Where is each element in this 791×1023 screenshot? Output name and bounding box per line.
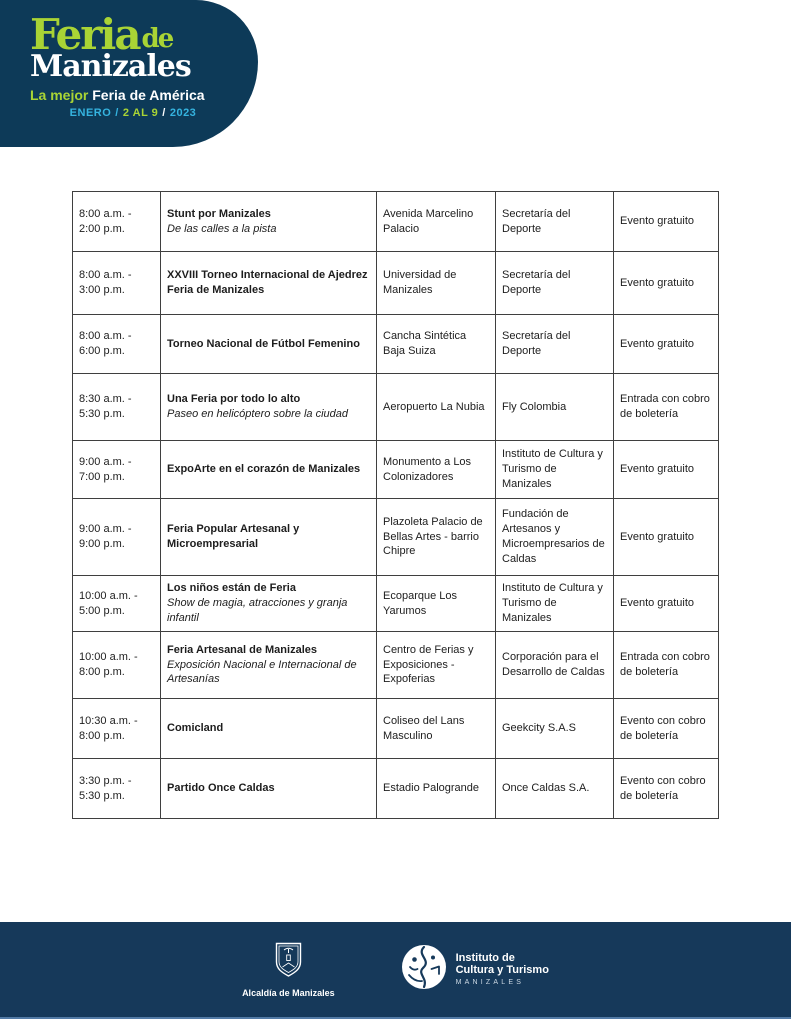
- event-ticket-cell: Evento gratuito: [614, 441, 719, 499]
- event-venue-cell: Aeropuerto La Nubia: [377, 374, 496, 441]
- event-ticket-cell: Evento gratuito: [614, 576, 719, 632]
- event-time-cell: 8:00 a.m. - 6:00 p.m.: [73, 315, 161, 374]
- event-name-cell: [161, 499, 377, 576]
- event-ticket-cell: Evento gratuito: [614, 499, 719, 576]
- logo-dateline: [30, 107, 236, 119]
- logo-date-slash1: /: [115, 107, 119, 119]
- event-title: Los niños están de Feria: [167, 582, 296, 595]
- alcaldia-shield-icon: [275, 942, 302, 983]
- event-name-cell: [161, 252, 377, 315]
- logo-date-year: 2023: [169, 107, 197, 119]
- table-row: [73, 576, 719, 632]
- event-ticket-cell: Entrada con cobro de boletería: [614, 374, 719, 441]
- event-venue-cell: Monumento a Los Colonizadores: [377, 441, 496, 499]
- event-organizer-cell: Geekcity S.A.S: [496, 699, 614, 759]
- feria-manizales-logo: [0, 0, 258, 147]
- event-title: Partido Once Caldas: [167, 782, 275, 795]
- instituto-text-block: [456, 952, 549, 987]
- event-organizer-cell: Fundación de Artesanos y Microempresarios de Caldas: [496, 499, 614, 576]
- logo-date-slash2: /: [162, 107, 166, 119]
- event-organizer-cell: Once Caldas S.A.: [496, 759, 614, 819]
- event-organizer-cell: Instituto de Cultura y Turismo de Manizales: [496, 576, 614, 632]
- logo-date-days: 2 AL 9: [122, 107, 159, 119]
- event-organizer-cell: Secretaría del Deporte: [496, 192, 614, 252]
- event-venue-cell: Centro de Ferias y Exposiciones - Expoferias: [377, 632, 496, 699]
- table-row: [73, 759, 719, 819]
- event-venue-cell: Coliseo del Lans Masculino: [377, 699, 496, 759]
- event-time-cell: 8:00 a.m. - 3:00 p.m.: [73, 252, 161, 315]
- event-title: Torneo Nacional de Fútbol Femenino: [167, 337, 360, 350]
- event-subtitle: Show de magia, atracciones y granja infantil: [167, 597, 348, 624]
- event-organizer-cell: Secretaría del Deporte: [496, 252, 614, 315]
- event-title: Una Feria por todo lo alto: [167, 393, 301, 406]
- event-time-cell: 3:30 p.m. - 5:30 p.m.: [73, 759, 161, 819]
- instituto-line2: Cultura y Turismo: [455, 964, 549, 977]
- event-subtitle: De las calles a la pista: [167, 222, 277, 235]
- table-row: [73, 374, 719, 441]
- event-venue-cell: Plazoleta Palacio de Bellas Artes - barrio Chipre: [377, 499, 496, 576]
- table-row: [73, 315, 719, 374]
- event-ticket-cell: Evento gratuito: [614, 252, 719, 315]
- event-venue-cell: Avenida Marcelino Palacio: [377, 192, 496, 252]
- logo-date-month: ENERO: [69, 107, 112, 119]
- logo-tagline: [30, 87, 236, 103]
- event-title: Comicland: [167, 722, 224, 735]
- instituto-line3: MANIZALES: [455, 979, 525, 987]
- logo-word-feria: Feria: [30, 10, 140, 59]
- events-table: [72, 191, 719, 819]
- event-organizer-cell: Secretaría del Deporte: [496, 315, 614, 374]
- event-subtitle: Paseo en helicóptero sobre la ciudad: [167, 408, 349, 420]
- event-time-cell: 9:00 a.m. - 9:00 p.m.: [73, 499, 161, 576]
- table-row: [73, 192, 719, 252]
- event-venue-cell: Cancha Sintética Baja Suiza: [377, 315, 496, 374]
- event-time-cell: 10:00 a.m. - 5:00 p.m.: [73, 576, 161, 632]
- event-subtitle: Exposición Nacional e Internacional de Artesanías: [167, 658, 357, 686]
- logo-text-block: [30, 10, 236, 119]
- event-title: XXVIII Torneo Internacional de Ajedrez Feria de Manizales: [167, 269, 368, 296]
- event-title: ExpoArte en el corazón de Manizales: [167, 463, 361, 476]
- table-row: [73, 499, 719, 576]
- event-time-cell: 8:30 a.m. - 5:30 p.m.: [73, 374, 161, 441]
- event-time-cell: 10:30 a.m. - 8:00 p.m.: [73, 699, 161, 759]
- event-time-cell: 9:00 a.m. - 7:00 p.m.: [73, 441, 161, 499]
- event-name-cell: [161, 699, 377, 759]
- event-title: Feria Artesanal de Manizales: [167, 643, 317, 656]
- event-organizer-cell: Fly Colombia: [496, 374, 614, 441]
- event-venue-cell: Universidad de Manizales: [377, 252, 496, 315]
- event-organizer-cell: Corporación para el Desarrollo de Caldas: [496, 632, 614, 699]
- instituto-line1: Instituto de: [455, 951, 515, 964]
- table-row: [73, 441, 719, 499]
- event-name-cell: [161, 374, 377, 441]
- logo-word-de: de: [141, 24, 173, 54]
- footer: [0, 922, 791, 1017]
- logo-tagline-rest: Feria de América: [88, 87, 205, 103]
- event-name-cell: [161, 576, 377, 632]
- table-row: [73, 699, 719, 759]
- logo-tagline-accent: La mejor: [30, 87, 89, 103]
- event-ticket-cell: Evento con cobro de boletería: [614, 699, 719, 759]
- event-venue-cell: Estadio Palogrande: [377, 759, 496, 819]
- event-title: Stunt por Manizales: [167, 207, 271, 220]
- event-name-cell: [161, 632, 377, 699]
- event-venue-cell: Ecoparque Los Yarumos: [377, 576, 496, 632]
- instituto-cultura-turismo-logo: [401, 944, 549, 995]
- alcaldia-logo: [242, 942, 335, 998]
- event-name-cell: [161, 759, 377, 819]
- event-ticket-cell: Entrada con cobro de boletería: [614, 632, 719, 699]
- event-time-cell: 8:00 a.m. - 2:00 p.m.: [73, 192, 161, 252]
- logo-word-manizales: Manizales: [30, 49, 191, 84]
- event-name-cell: [161, 441, 377, 499]
- alcaldia-caption: Alcaldía de Manizales: [242, 987, 335, 998]
- event-organizer-cell: Instituto de Cultura y Turismo de Manizales: [496, 441, 614, 499]
- event-name-cell: [161, 192, 377, 252]
- footer-bottom-edge: [0, 1017, 791, 1019]
- event-title: Feria Popular Artesanal y Microempresarial: [167, 523, 300, 550]
- table-row: [73, 632, 719, 699]
- events-table-body: [73, 192, 719, 819]
- event-ticket-cell: Evento con cobro de boletería: [614, 759, 719, 819]
- event-time-cell: 10:00 a.m. - 8:00 p.m.: [73, 632, 161, 699]
- event-ticket-cell: Evento gratuito: [614, 192, 719, 252]
- event-ticket-cell: Evento gratuito: [614, 315, 719, 374]
- event-name-cell: [161, 315, 377, 374]
- instituto-circle-icon: [401, 944, 447, 995]
- table-row: [73, 252, 719, 315]
